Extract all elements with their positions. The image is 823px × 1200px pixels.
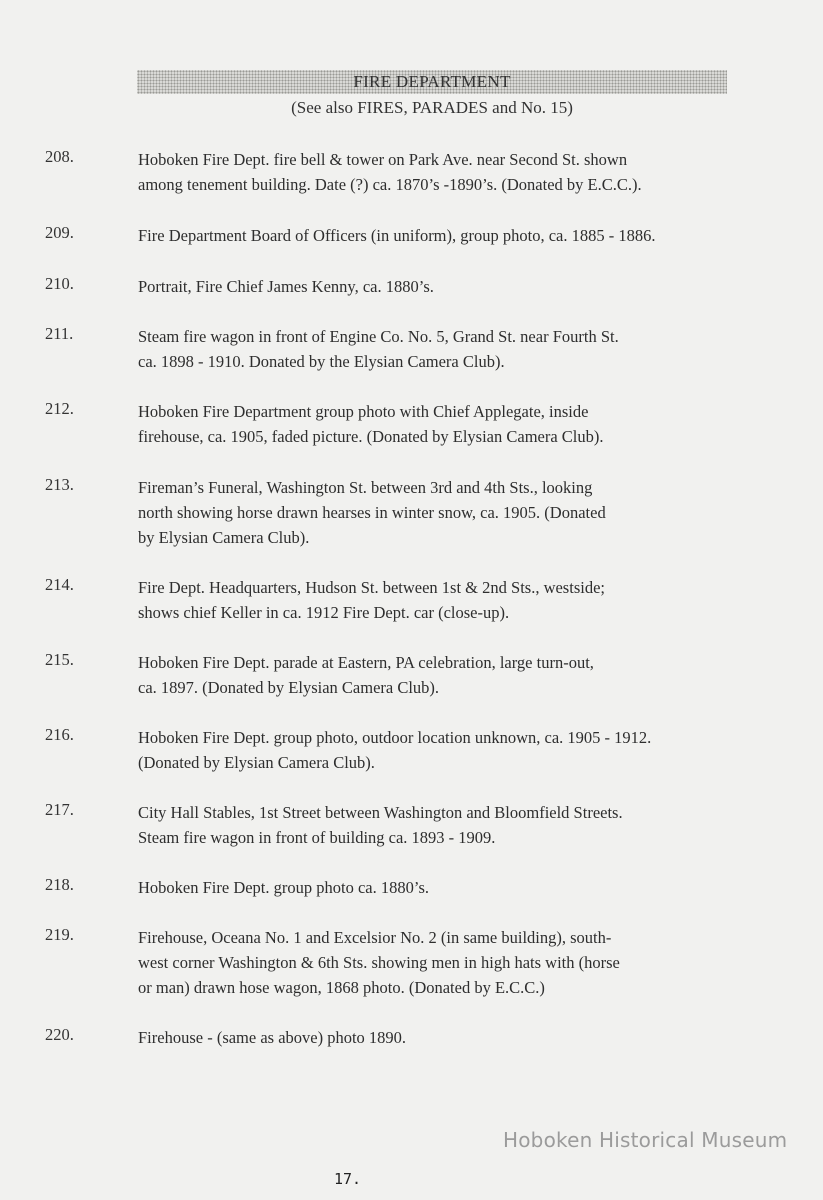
entry-description-line: Hoboken Fire Dept. group photo, outdoor location unknown, ca. 1905 - 1912. xyxy=(138,728,652,747)
entry-description-line: Hoboken Fire Dept. fire bell & tower on Park Ave. near Second St. shown xyxy=(138,150,628,169)
entry-description xyxy=(138,1025,698,1050)
entry-description-line: ca. 1897. (Donated by Elysian Camera Club). xyxy=(138,678,440,697)
entry-number: 218. xyxy=(45,875,74,894)
entry-description-line: Fire Dept. Headquarters, Hudson St. between 1st & 2nd Sts., westside; xyxy=(138,578,605,597)
entry-description-line: ca. 1898 - 1910. Donated by the Elysian Camera Club). xyxy=(138,352,505,371)
entry-number: 209. xyxy=(45,223,74,242)
entry-number: 213. xyxy=(45,475,74,494)
entry-number: 208. xyxy=(45,147,74,166)
entry-description-line: (Donated by Elysian Camera Club). xyxy=(138,753,375,772)
entry-description-line: Portrait, Fire Chief James Kenny, ca. 1880’s. xyxy=(138,277,434,296)
entry-number: 210. xyxy=(45,274,74,293)
entry-description xyxy=(138,875,698,900)
entry-description xyxy=(138,274,698,299)
entry-description xyxy=(138,725,698,775)
entry-description-line: Firehouse - (same as above) photo 1890. xyxy=(138,1028,407,1047)
entry-description xyxy=(138,399,698,449)
entry-description xyxy=(138,324,698,374)
entry-number: 215. xyxy=(45,650,74,669)
entry-description-line: Steam fire wagon in front of building ca. 1893 - 1909. xyxy=(138,828,496,847)
entry-number: 220. xyxy=(45,1025,74,1044)
entry-description-line: Hoboken Fire Dept. parade at Eastern, PA celebration, large turn-out, xyxy=(138,653,594,672)
entry-description-line: Fire Department Board of Officers (in uniform), group photo, ca. 1885 - 1886. xyxy=(138,226,656,245)
entry-number: 219. xyxy=(45,925,74,944)
section-title: FIRE DEPARTMENT xyxy=(353,72,511,91)
entry-description-line: or man) drawn hose wagon, 1868 photo. (Donated by E.C.C.) xyxy=(138,978,545,997)
entry-description-line: firehouse, ca. 1905, faded picture. (Donated by Elysian Camera Club). xyxy=(138,427,604,446)
entry-description-line: Steam fire wagon in front of Engine Co. No. 5, Grand St. near Fourth St. xyxy=(138,327,619,346)
entry-description-line: north showing horse drawn hearses in winter snow, ca. 1905. (Donated xyxy=(138,503,606,522)
entry-description xyxy=(138,575,698,625)
entry-description xyxy=(138,650,698,700)
entry-description-line: shows chief Keller in ca. 1912 Fire Dept. car (close-up). xyxy=(138,603,510,622)
page-number: 17. xyxy=(334,1170,362,1188)
entry-description xyxy=(138,800,698,850)
entry-description-line: Hoboken Fire Department group photo with Chief Applegate, inside xyxy=(138,402,589,421)
entry-description xyxy=(138,223,698,248)
section-subtitle: (See also FIRES, PARADES and No. 15) xyxy=(291,98,573,117)
entry-description xyxy=(138,925,698,1000)
entry-description-line: Firehouse, Oceana No. 1 and Excelsior No. 2 (in same building), south- xyxy=(138,928,612,947)
entry-number: 214. xyxy=(45,575,74,594)
entry-description-line: Fireman’s Funeral, Washington St. between 3rd and 4th Sts., looking xyxy=(138,478,593,497)
entry-description xyxy=(138,147,698,197)
entry-description-line: City Hall Stables, 1st Street between Washington and Bloomfield Streets. xyxy=(138,803,623,822)
entry-number: 212. xyxy=(45,399,74,418)
entry-number: 217. xyxy=(45,800,74,819)
museum-watermark: Hoboken Historical Museum xyxy=(503,1128,788,1152)
entry-description-line: by Elysian Camera Club). xyxy=(138,528,310,547)
entry-number: 216. xyxy=(45,725,74,744)
entry-number: 211. xyxy=(45,324,74,343)
entry-description-line: west corner Washington & 6th Sts. showing men in high hats with (horse xyxy=(138,953,620,972)
entry-description xyxy=(138,475,698,550)
entry-description-line: Hoboken Fire Dept. group photo ca. 1880’s. xyxy=(138,878,429,897)
entry-description-line: among tenement building. Date (?) ca. 1870’s -1890’s. (Donated by E.C.C.). xyxy=(138,175,642,194)
